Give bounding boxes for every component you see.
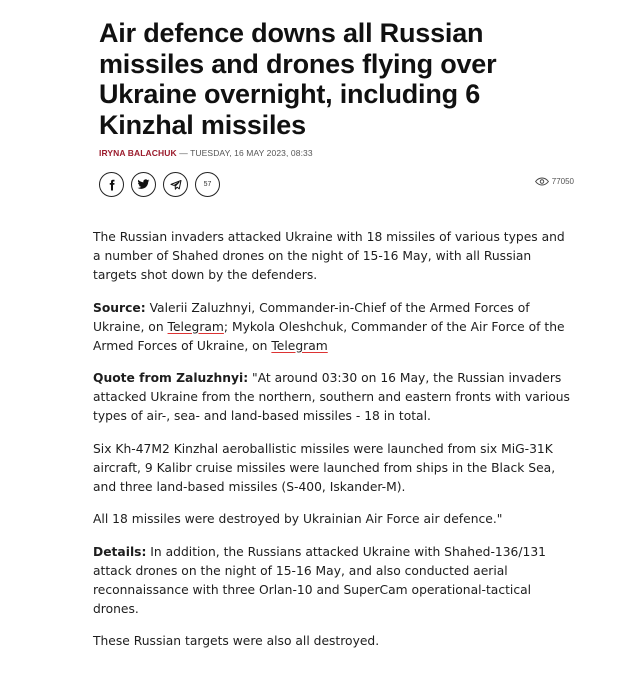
byline: [99, 148, 313, 158]
views-counter: [535, 177, 574, 186]
share-twitter-button[interactable]: [131, 172, 156, 197]
twitter-icon: [137, 178, 150, 191]
paragraph-quote: [93, 369, 573, 426]
telegram-link-zaluzhnyi[interactable]: Telegram: [167, 319, 224, 334]
share-facebook-button[interactable]: [99, 172, 124, 197]
comments-button[interactable]: [195, 172, 220, 197]
comments-count: 57: [203, 181, 212, 188]
telegram-link-oleshchuk[interactable]: Telegram: [271, 338, 328, 353]
source-text: Valerii Zaluzhnyi, Commander-in-Chief of the Armed Forces of Ukraine, on: [93, 300, 530, 334]
date-separator: —: [176, 148, 191, 158]
eye-icon: [535, 177, 549, 186]
paragraph-missiles: Six Kh-47M2 Kinzhal aeroballistic missiles were launched from six MiG-31K aircraft, 9 Kalibr cruise missiles were launched from ships in the Black Sea, and three land-based missiles (S-400, Iskander-M).: [93, 441, 556, 494]
paragraph-intro: The Russian invaders attacked Ukraine with 18 missiles of various types and a number of Shahed drones on the night of 15-16 May, with all Russian targets shot down by the defenders.: [93, 230, 565, 282]
source-text-2: ; Mykola Oleshchuk, Commander of the Air Force of the Armed Forces of Ukraine, on: [93, 319, 565, 353]
author-name[interactable]: IRYNA BALACHUK: [99, 148, 177, 158]
facebook-icon: [106, 179, 118, 191]
details-text: In addition, the Russians attacked Ukraine with Shahed-136/131 attack drones on the night of 15-16 May, and also conducted aerial reconnaissance with three Orlan-10 and SuperCam operational-tactical drones.: [93, 544, 546, 616]
publish-date: TUESDAY, 16 MAY 2023, 08:33: [190, 148, 313, 158]
details-label: Details:: [93, 544, 147, 559]
share-bar: [99, 172, 220, 197]
article-headline: Air defence downs all Russian missiles and drones flying over Ukraine overnight, including 6 Kinzhal missiles: [99, 18, 497, 140]
paragraph-conclusion: These Russian targets were also all destroyed.: [93, 634, 380, 648]
article-body: [93, 228, 573, 665]
paragraph-destroyed: All 18 missiles were destroyed by Ukrainian Air Force air defence.": [93, 512, 503, 526]
telegram-icon: [170, 179, 182, 191]
quote-label: Quote from Zaluzhnyi:: [93, 371, 249, 385]
paragraph-source: [93, 299, 573, 356]
share-telegram-button[interactable]: [163, 172, 188, 197]
quote-text: "At around 03:30 on 16 May, the Russian invaders attacked Ukraine from the northern, southern and eastern fronts with various types of air-, sea- and land-based missiles - 18 in total.: [93, 371, 570, 423]
paragraph-details: [93, 543, 573, 619]
source-label: Source:: [93, 300, 146, 315]
views-count: 77050: [551, 177, 574, 186]
